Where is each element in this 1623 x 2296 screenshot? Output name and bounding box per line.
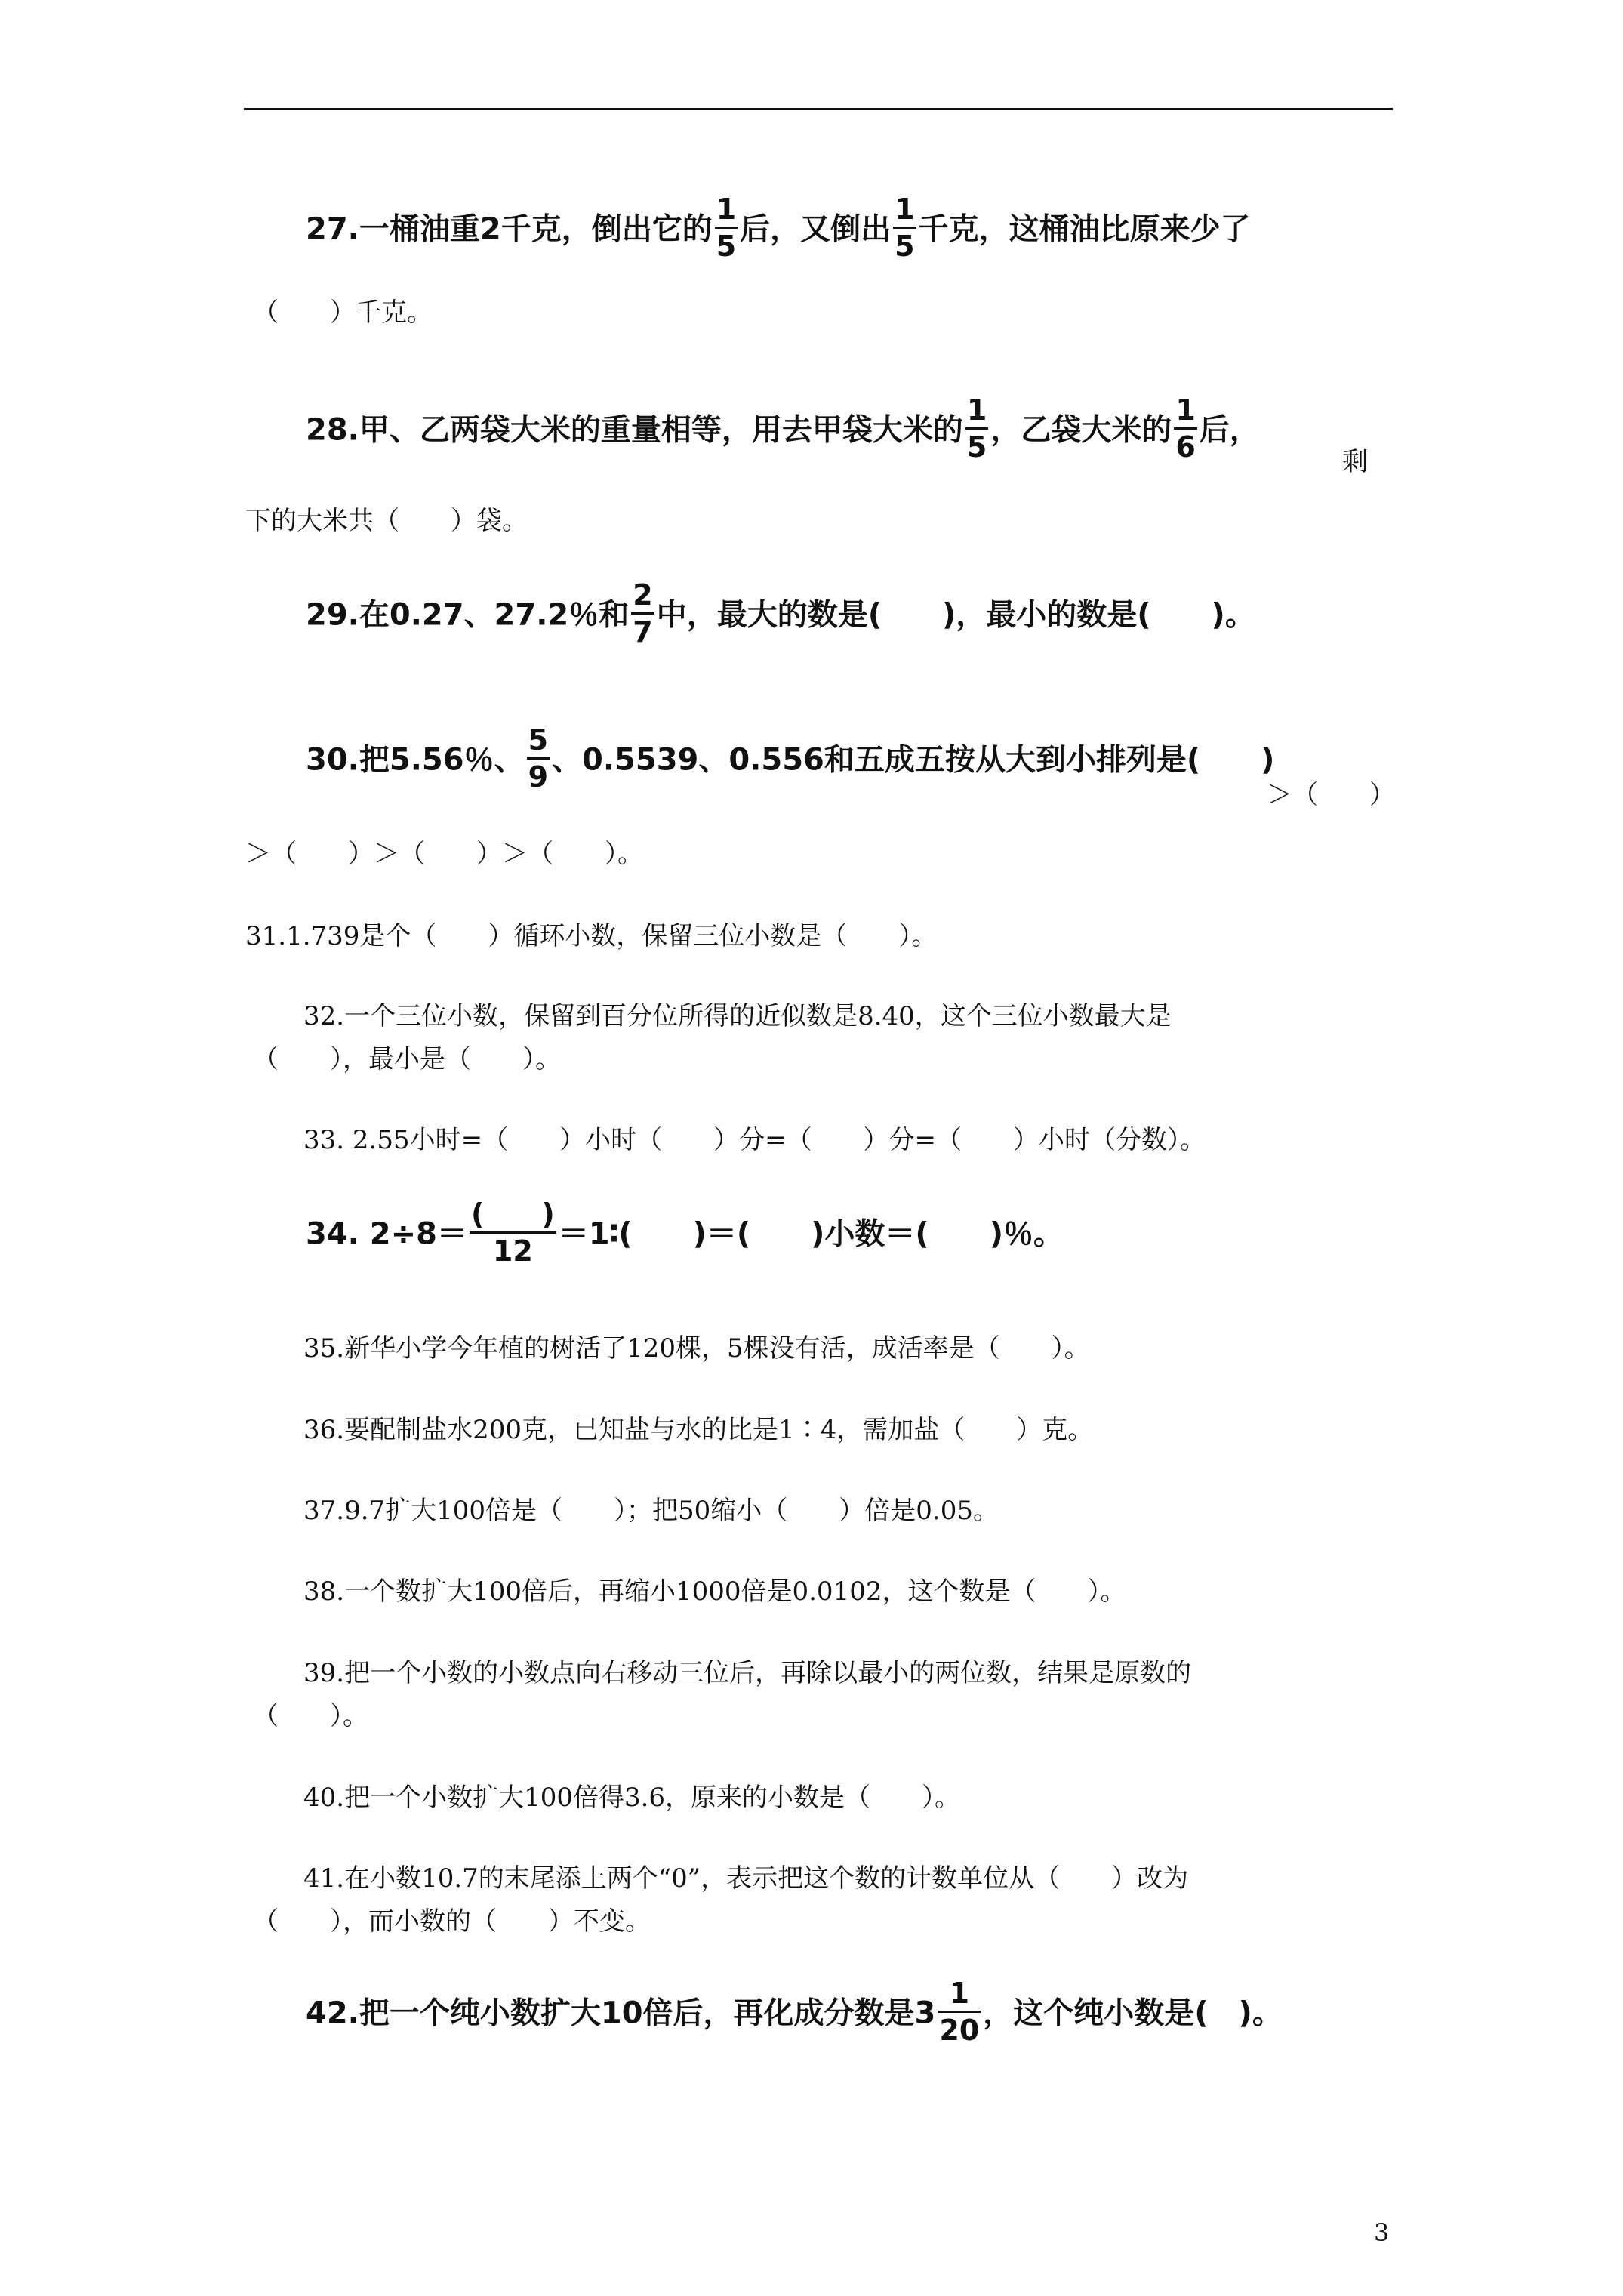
page-number: 3 xyxy=(1374,2218,1390,2247)
question-41-line-2: （ ），而小数的（ ）不变。 xyxy=(253,1906,651,1937)
question-32-line-1: 32.一个三位小数，保留到百分位所得的近似数是8.40，这个三位小数最大是 xyxy=(303,1001,1172,1031)
question-28-tail: 剩 xyxy=(1342,447,1368,477)
fraction-1-5: $\frac{1}{5}$ xyxy=(966,393,987,464)
question-39-line-2: （ ）。 xyxy=(253,1701,368,1731)
question-29: 29.在0.27、27.2％和 $\frac{2}{7}$ 中，最大的数是( )，最小的数是( )。 xyxy=(306,578,1255,649)
question-38: 38.一个数扩大100倍后，再缩小1000倍是0.0102，这个数是（ ）。 xyxy=(303,1576,1126,1607)
fraction-2-7: $\frac{2}{7}$ xyxy=(633,578,653,649)
question-40: 40.把一个小数扩大100倍得3.6，原来的小数是（ ）。 xyxy=(303,1783,961,1813)
question-37: 37.9.7扩大100倍是（ ）；把50缩小（ ）倍是0.05。 xyxy=(303,1496,999,1526)
fraction-5-9: $\frac{5}{9}$ xyxy=(528,723,549,794)
question-42: 42.把一个纯小数扩大10倍后，再化成分数是3 $\frac{1}{20}$ ，这个纯小数是( )。 xyxy=(306,1977,1283,2047)
question-27-line-1: 27.一桶油重2千克，倒出它的 $\frac{1}{5}$ 后，又倒出 $\frac{1}{5}$ 千克，这桶油比原来少了 xyxy=(306,193,1251,263)
question-35: 35.新华小学今年植的树活了120棵，5棵没有活，成活率是（ ）。 xyxy=(303,1333,1090,1364)
fraction-1-5: $\frac{1}{5}$ xyxy=(716,193,737,263)
mixed-number-3-1-20: 3 $\frac{1}{20}$ xyxy=(914,1977,980,2047)
question-39-line-1: 39.把一个小数的小数点向右移动三位后，再除以最小的两位数，结果是原数的 xyxy=(303,1658,1192,1688)
fraction-1-6: $\frac{1}{6}$ xyxy=(1175,393,1196,464)
question-31: 31.1.739是个（ ）循环小数，保留三位小数是（ ）。 xyxy=(245,921,938,951)
question-33: 33. 2.55小时=（ ）小时（ ）分=（ ）分=（ ）小时（分数）。 xyxy=(303,1125,1206,1155)
question-41-line-1: 41.在小数10.7的末尾添上两个“0”，表示把这个数的计数单位从（ ）改为 xyxy=(303,1863,1189,1894)
question-28-line-1: 28.甲、乙两袋大米的重量相等，用去甲袋大米的 $\frac{1}{5}$ ，乙袋大米的 $\frac{1}{6}$ 后， xyxy=(306,393,1260,464)
question-27-line-2: （ ）千克。 xyxy=(253,297,433,328)
question-32-line-2: （ ），最小是（ ）。 xyxy=(253,1044,561,1074)
question-36: 36.要配制盐水200克，已知盐与水的比是1∶4，需加盐（ ）克。 xyxy=(303,1415,1094,1445)
fraction-blank-12: $\frac{( )}{12}$ xyxy=(470,1197,555,1268)
question-30-line-1: 30.把5.56％、 $\frac{5}{9}$ 、0.5539、0.556和五成五按从大到小排列是( ) xyxy=(306,723,1275,794)
question-30-tail: ＞（ ） xyxy=(1267,780,1395,810)
fraction-1-5: $\frac{1}{5}$ xyxy=(895,193,915,263)
question-28-line-2: 下的大米共（ ）袋。 xyxy=(245,506,528,536)
question-30-line-2: ＞（ ）＞（ ）＞（ ）。 xyxy=(245,839,643,869)
question-34: 34. 2÷8＝ $\frac{( )}{12}$ ＝1∶( )＝( )小数＝( )％。 xyxy=(306,1197,1064,1268)
header-rule xyxy=(244,108,1393,110)
